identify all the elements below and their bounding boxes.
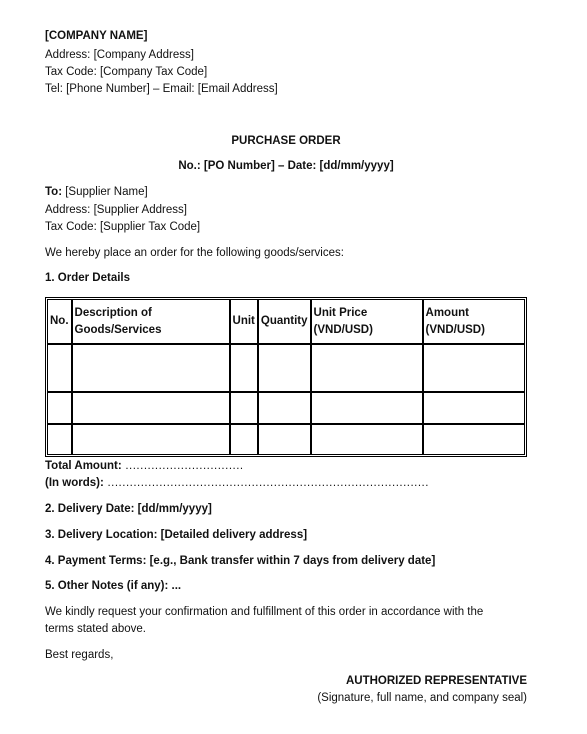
table-cell: [258, 344, 311, 392]
table-cell: [258, 392, 311, 424]
section-delivery-location: 3. Delivery Location: [Detailed delivery address]: [45, 529, 308, 541]
table-cell: [47, 344, 72, 392]
table-cell: [72, 344, 230, 392]
regards-text: Best regards,: [45, 649, 114, 661]
table-row: [47, 392, 525, 424]
header-no: No.: [47, 299, 72, 344]
company-name: [COMPANY NAME]: [45, 30, 148, 42]
closing-text-line2: terms stated above.: [45, 623, 146, 635]
closing-text-line1: We kindly request your confirmation and fulfillment of this order in accordance with the: [45, 606, 484, 618]
supplier-to-label: To:: [45, 186, 63, 198]
table-cell: [311, 344, 423, 392]
document-title: PURCHASE ORDER: [231, 135, 341, 147]
supplier-tax-code: Tax Code: [Supplier Tax Code]: [45, 221, 201, 233]
signatory-note: (Signature, full name, and company seal): [317, 692, 527, 704]
order-details-table: [45, 297, 527, 457]
header-description: Description of Goods/Services: [72, 299, 230, 344]
section-other-notes: 5. Other Notes (if any): ...: [45, 580, 182, 592]
table-cell: [423, 392, 525, 424]
header-unit: Unit: [230, 299, 258, 344]
supplier-address: Address: [Supplier Address]: [45, 204, 187, 216]
total-amount-dots: ................................: [121, 460, 244, 472]
header-amount: Amount (VND/USD): [423, 299, 525, 344]
company-tax-code: Tax Code: [Company Tax Code]: [45, 66, 208, 78]
header-quantity: Quantity: [258, 299, 311, 344]
table-cell: [258, 424, 311, 455]
po-number-date: No.: [PO Number] – Date: [dd/mm/yyyy]: [178, 160, 394, 172]
supplier-to: [45, 184, 148, 201]
table-cell: [230, 392, 258, 424]
table-cell: [230, 424, 258, 455]
table-cell: [423, 424, 525, 455]
total-amount: [45, 458, 244, 475]
table-header-row: [47, 299, 525, 344]
supplier-name: [Supplier Name]: [62, 186, 148, 198]
intro-text: We hereby place an order for the following goods/services:: [45, 247, 344, 259]
section-payment-terms: 4. Payment Terms: [e.g., Bank transfer within 7 days from delivery date]: [45, 555, 436, 567]
total-amount-label: Total Amount:: [45, 460, 122, 472]
table-row: [47, 344, 525, 392]
table-cell: [72, 392, 230, 424]
header-unit-price: Unit Price (VND/USD): [311, 299, 423, 344]
table-row: [47, 424, 525, 455]
amount-in-words-label: (In words):: [45, 477, 104, 489]
section-order-details: 1. Order Details: [45, 272, 131, 284]
amount-in-words: [45, 475, 429, 492]
section-delivery-date: 2. Delivery Date: [dd/mm/yyyy]: [45, 503, 212, 515]
table-cell: [311, 424, 423, 455]
table-cell: [311, 392, 423, 424]
table-cell: [230, 344, 258, 392]
table-cell: [47, 424, 72, 455]
company-address: Address: [Company Address]: [45, 49, 194, 61]
company-contact: Tel: [Phone Number] – Email: [Email Address]: [45, 83, 278, 95]
table-cell: [72, 424, 230, 455]
signatory-title: AUTHORIZED REPRESENTATIVE: [345, 675, 527, 687]
table-cell: [423, 344, 525, 392]
table-cell: [47, 392, 72, 424]
amount-in-words-dots: .......................................................................................: [103, 477, 429, 489]
